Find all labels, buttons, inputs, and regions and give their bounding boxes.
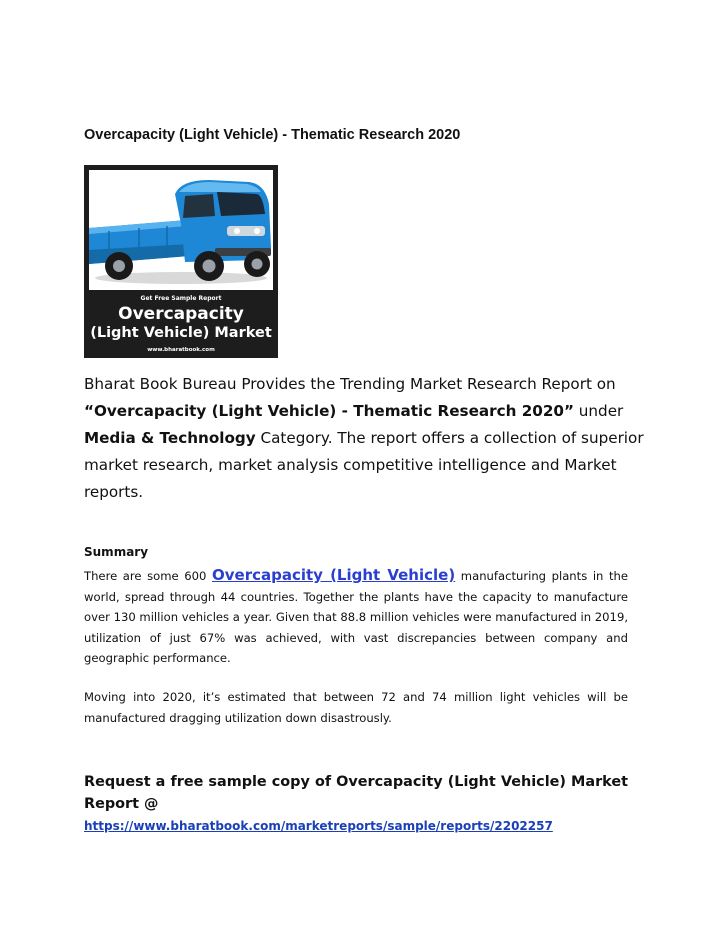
sample-report-link[interactable]: https://www.bharatbook.com/marketreports/sample/reports/2202257 (84, 819, 553, 833)
summary-paragraph-1 (84, 565, 628, 669)
request-sample-heading: Request a free sample copy of Overcapacity (Light Vehicle) Market Report @ (84, 774, 628, 812)
report-link[interactable]: Overcapacity (Light Vehicle) (212, 566, 456, 584)
cover-title-line1: Overcapacity (118, 304, 244, 324)
summary-p1-before: There are some 600 (84, 569, 212, 583)
cover-title-line2: (Light Vehicle) Market (90, 325, 272, 341)
report-cover-image (84, 165, 278, 358)
intro-category: Media & Technology (84, 429, 256, 447)
cover-tagline: Get Free Sample Report (140, 295, 222, 302)
intro-report-name: “Overcapacity (Light Vehicle) - Thematic Research 2020” (84, 402, 574, 420)
document-title: Overcapacity (Light Vehicle) - Thematic Research 2020 (84, 127, 461, 143)
intro-text-2: under (573, 402, 624, 420)
intro-text-1: Bharat Book Bureau Provides the Trending Market Research Report on (84, 375, 616, 393)
summary-heading: Summary (84, 545, 149, 559)
truck-photo (89, 170, 273, 290)
truck-icon (89, 170, 273, 290)
intro-paragraph (84, 371, 644, 506)
summary-paragraph-2: Moving into 2020, it’s estimated that between 72 and 74 million light vehicles will be manufactured dragging utilization down disastrously. (84, 690, 628, 725)
intro-text-3: Category. The report offers a collection of superior market research, market analysis competitive intelligence and Market reports. (84, 429, 644, 501)
cover-website: www.bharatbook.com (147, 347, 215, 353)
summary-p1-after: manufacturing plants in the world, spread through 44 countries. Together the plants have the capacity to manufacture over 130 million vehicles a year. Given that 88.8 million vehicles were manufactured in 2019, utilization of just 67% was achieved, with vast discrepancies between company and geographic performance. (84, 569, 629, 665)
